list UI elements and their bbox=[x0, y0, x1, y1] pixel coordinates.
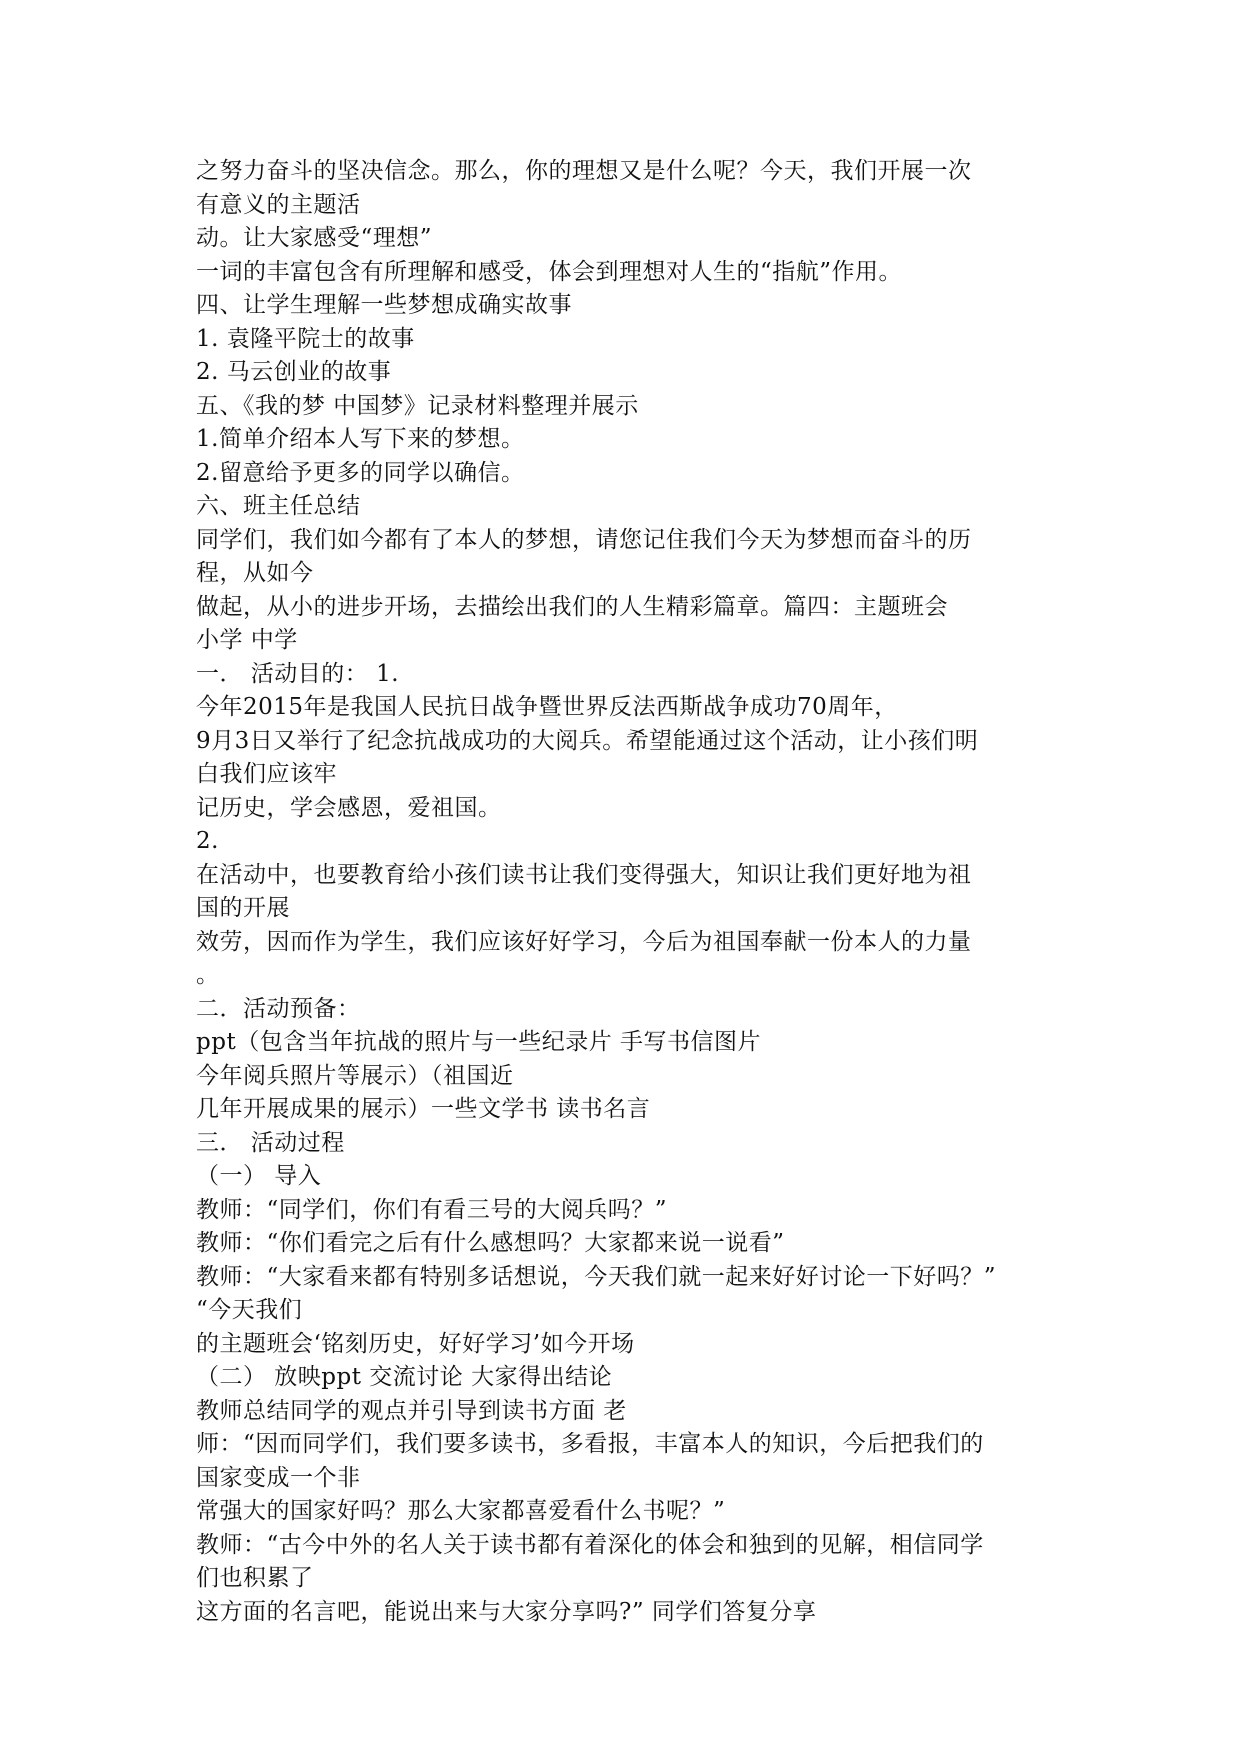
dialogue-line: 这方面的名言吧，能说出来与大家分享吗?” 同学们答复分享 bbox=[196, 1598, 817, 1625]
dialogue-line: 教师：“古今中外的名人关于读书都有着深化的体会和独到的见解，相信同学 bbox=[196, 1531, 984, 1558]
text-line: 之努力奋斗的坚决信念。那么，你的理想又是什么呢？今天，我们开展一次 bbox=[196, 158, 972, 184]
section-heading: 六、班主任总结 bbox=[196, 493, 361, 519]
text-line: 白我们应该牢 bbox=[196, 761, 337, 787]
text-line: 效劳，因而作为学生，我们应该好好学习，今后为祖国奉献一份本人的力量 bbox=[196, 928, 972, 955]
dialogue-line: 们也积累了 bbox=[196, 1565, 314, 1591]
text-line: ppt（包含当年抗战的照片与一些纪录片 手写书信图片 bbox=[196, 1029, 761, 1055]
text-line: 2. bbox=[196, 828, 219, 854]
list-item: 2. 马云创业的故事 bbox=[196, 359, 392, 385]
subsection-heading: （二） 放映ppt 交流讨论 大家得出结论 bbox=[196, 1364, 613, 1390]
text-line: 今年阅兵照片等展示）（祖国近 bbox=[196, 1062, 514, 1089]
dialogue-line: 的主题班会‘铭刻历史，好好学习’如今开场 bbox=[196, 1330, 635, 1357]
section-heading: 三． 活动过程 bbox=[196, 1129, 345, 1156]
text-line: 同学们，我们如今都有了本人的梦想，请您记住我们今天为梦想而奋斗的历 bbox=[196, 526, 972, 553]
text-line: 一词的丰富包含有所理解和感受，体会到理想对人生的“指航”作用。 bbox=[196, 258, 903, 285]
dialogue-line: 国家变成一个非 bbox=[196, 1464, 361, 1491]
list-item: 2.留意给予更多的同学以确信。 bbox=[196, 459, 525, 486]
dialogue-line: 师：“因而同学们，我们要多读书，多看报，丰富本人的知识，今后把我们的 bbox=[196, 1431, 984, 1457]
text-line: 小学 中学 bbox=[196, 627, 298, 653]
text-line: 有意义的主题活 bbox=[196, 191, 361, 218]
subsection-heading: （一） 导入 bbox=[196, 1163, 322, 1189]
text-line: 几年开展成果的展示）一些文学书 读书名言 bbox=[196, 1096, 651, 1122]
dialogue-line: “今天我们 bbox=[196, 1297, 303, 1323]
text-line: 9月3日又举行了纪念抗战成功的大阅兵。希望能通过这个活动，让小孩们明 bbox=[196, 727, 979, 754]
dialogue-line: 教师：“大家看来都有特别多话想说，今天我们就一起来好好讨论一下好吗？” bbox=[196, 1263, 997, 1290]
text-line: 动。让大家感受“理想” bbox=[196, 225, 433, 251]
dialogue-line: 教师：“同学们，你们有看三号的大阅兵吗？” bbox=[196, 1196, 668, 1223]
dialogue-line: 教师：“你们看完之后有什么感想吗？大家都来说一说看” bbox=[196, 1230, 785, 1256]
section-heading: 四、让学生理解一些梦想成确实故事 bbox=[196, 292, 572, 318]
text-line: 在活动中，也要教育给小孩们读书让我们变得强大，知识让我们更好地为祖 bbox=[196, 861, 972, 888]
text-line: 教师总结同学的观点并引导到读书方面 老 bbox=[196, 1397, 627, 1424]
dialogue-line: 常强大的国家好吗？那么大家都喜爱看什么书呢？” bbox=[196, 1498, 726, 1524]
text-line: 。 bbox=[196, 962, 220, 988]
text-line: 程，从如今 bbox=[196, 560, 314, 586]
text-line: 做起，从小的进步开场，去描绘出我们的人生精彩篇章。篇四：主题班会 bbox=[196, 593, 948, 620]
document-body bbox=[196, 155, 1056, 1629]
list-item: 1. 袁隆平院士的故事 bbox=[196, 325, 415, 352]
text-line: 今年2015年是我国人民抗日战争暨世界反法西斯战争成功70周年， bbox=[196, 694, 898, 720]
section-heading: 一． 活动目的： 1. bbox=[196, 660, 400, 687]
section-heading: 五、《我的梦 中国梦》记录材料整理并展示 bbox=[196, 392, 639, 419]
list-item: 1.简单介绍本人写下来的梦想。 bbox=[196, 426, 525, 452]
text-line: 国的开展 bbox=[196, 895, 290, 921]
section-heading: 二．活动预备： bbox=[196, 995, 361, 1022]
text-line: 记历史，学会感恩，爱祖国。 bbox=[196, 794, 502, 821]
